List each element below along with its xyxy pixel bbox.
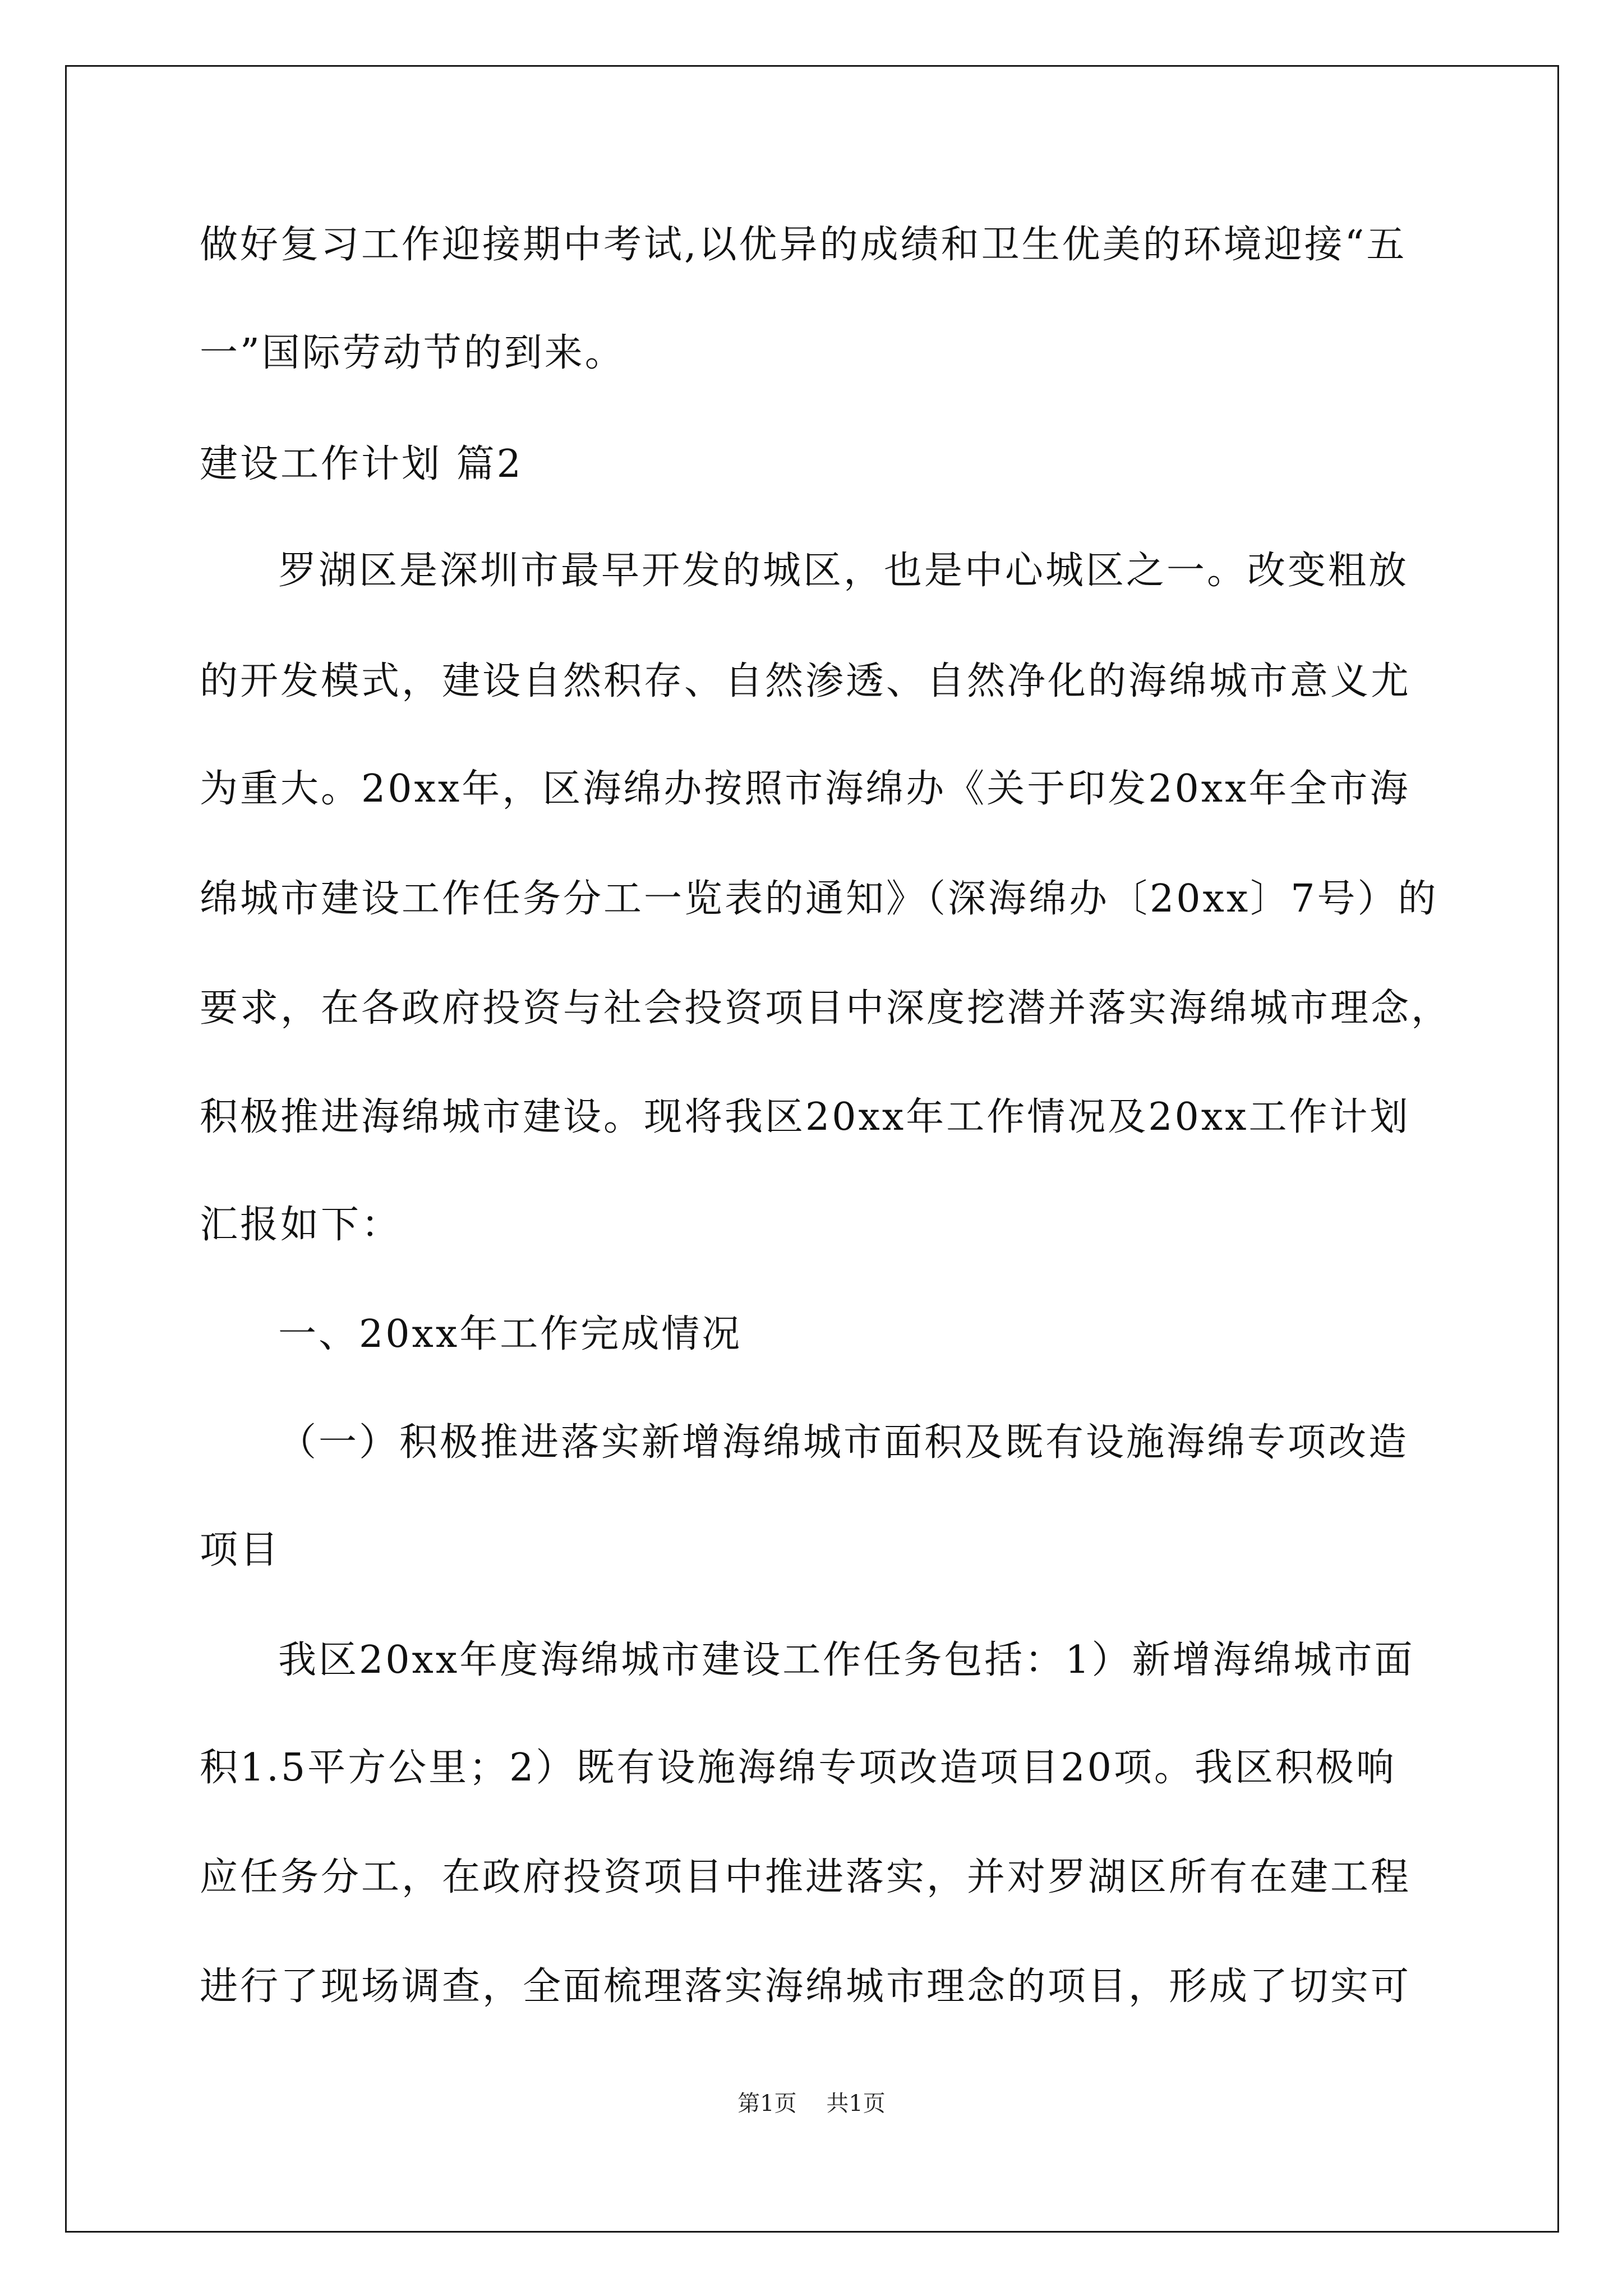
text-line: 绵城市建设工作任务分工一览表的通知》（深海绵办〔20xx〕7号）的 xyxy=(200,877,1438,921)
text-line: 一”国际劳动节的到来。 xyxy=(200,331,625,375)
text-line: 为重大。20xx年，区海绵办按照市海绵办《关于印发20xx年全市海 xyxy=(200,767,1410,811)
text-line: 我区20xx年度海绵城市建设工作任务包括：1）新增海绵城市面 xyxy=(278,1638,1415,1682)
page-border xyxy=(65,65,1559,2233)
text-line: 项目 xyxy=(200,1528,281,1572)
section-heading: 建设工作计划 篇2 xyxy=(200,442,523,486)
text-line: 积1.5平方公里；2）既有设施海绵专项改造项目20项。我区积极响 xyxy=(200,1746,1396,1790)
subheading: 一、20xx年工作完成情况 xyxy=(278,1312,743,1356)
text-line: 应任务分工，在政府投资项目中推进落实，并对罗湖区所有在建工程 xyxy=(200,1855,1412,1899)
text-line: 做好复习工作迎接期中考试,以优异的成绩和卫生优美的环境迎接“五 xyxy=(200,223,1407,267)
text-line: 进行了现场调查，全面梳理落实海绵城市理念的项目，形成了切实可 xyxy=(200,1964,1412,2009)
subheading: （一）积极推进落实新增海绵城市面积及既有设施海绵专项改造 xyxy=(278,1420,1409,1465)
text-line: 积极推进海绵城市建设。现将我区20xx年工作情况及20xx工作计划 xyxy=(200,1095,1410,1139)
page-total: 共1页 xyxy=(826,2091,886,2116)
text-line: 罗湖区是深圳市最早开发的城区，也是中心城区之一。改变粗放 xyxy=(278,549,1409,593)
text-line: 要求，在各政府投资与社会投资项目中深度挖潜并落实海绵城市理念， xyxy=(200,986,1452,1030)
page-number: 第1页 xyxy=(737,2091,797,2116)
text-line: 的开发模式，建设自然积存、自然渗透、自然净化的海绵城市意义尤 xyxy=(200,659,1412,703)
text-line: 汇报如下： xyxy=(200,1203,402,1247)
page-footer xyxy=(0,2090,1623,2118)
